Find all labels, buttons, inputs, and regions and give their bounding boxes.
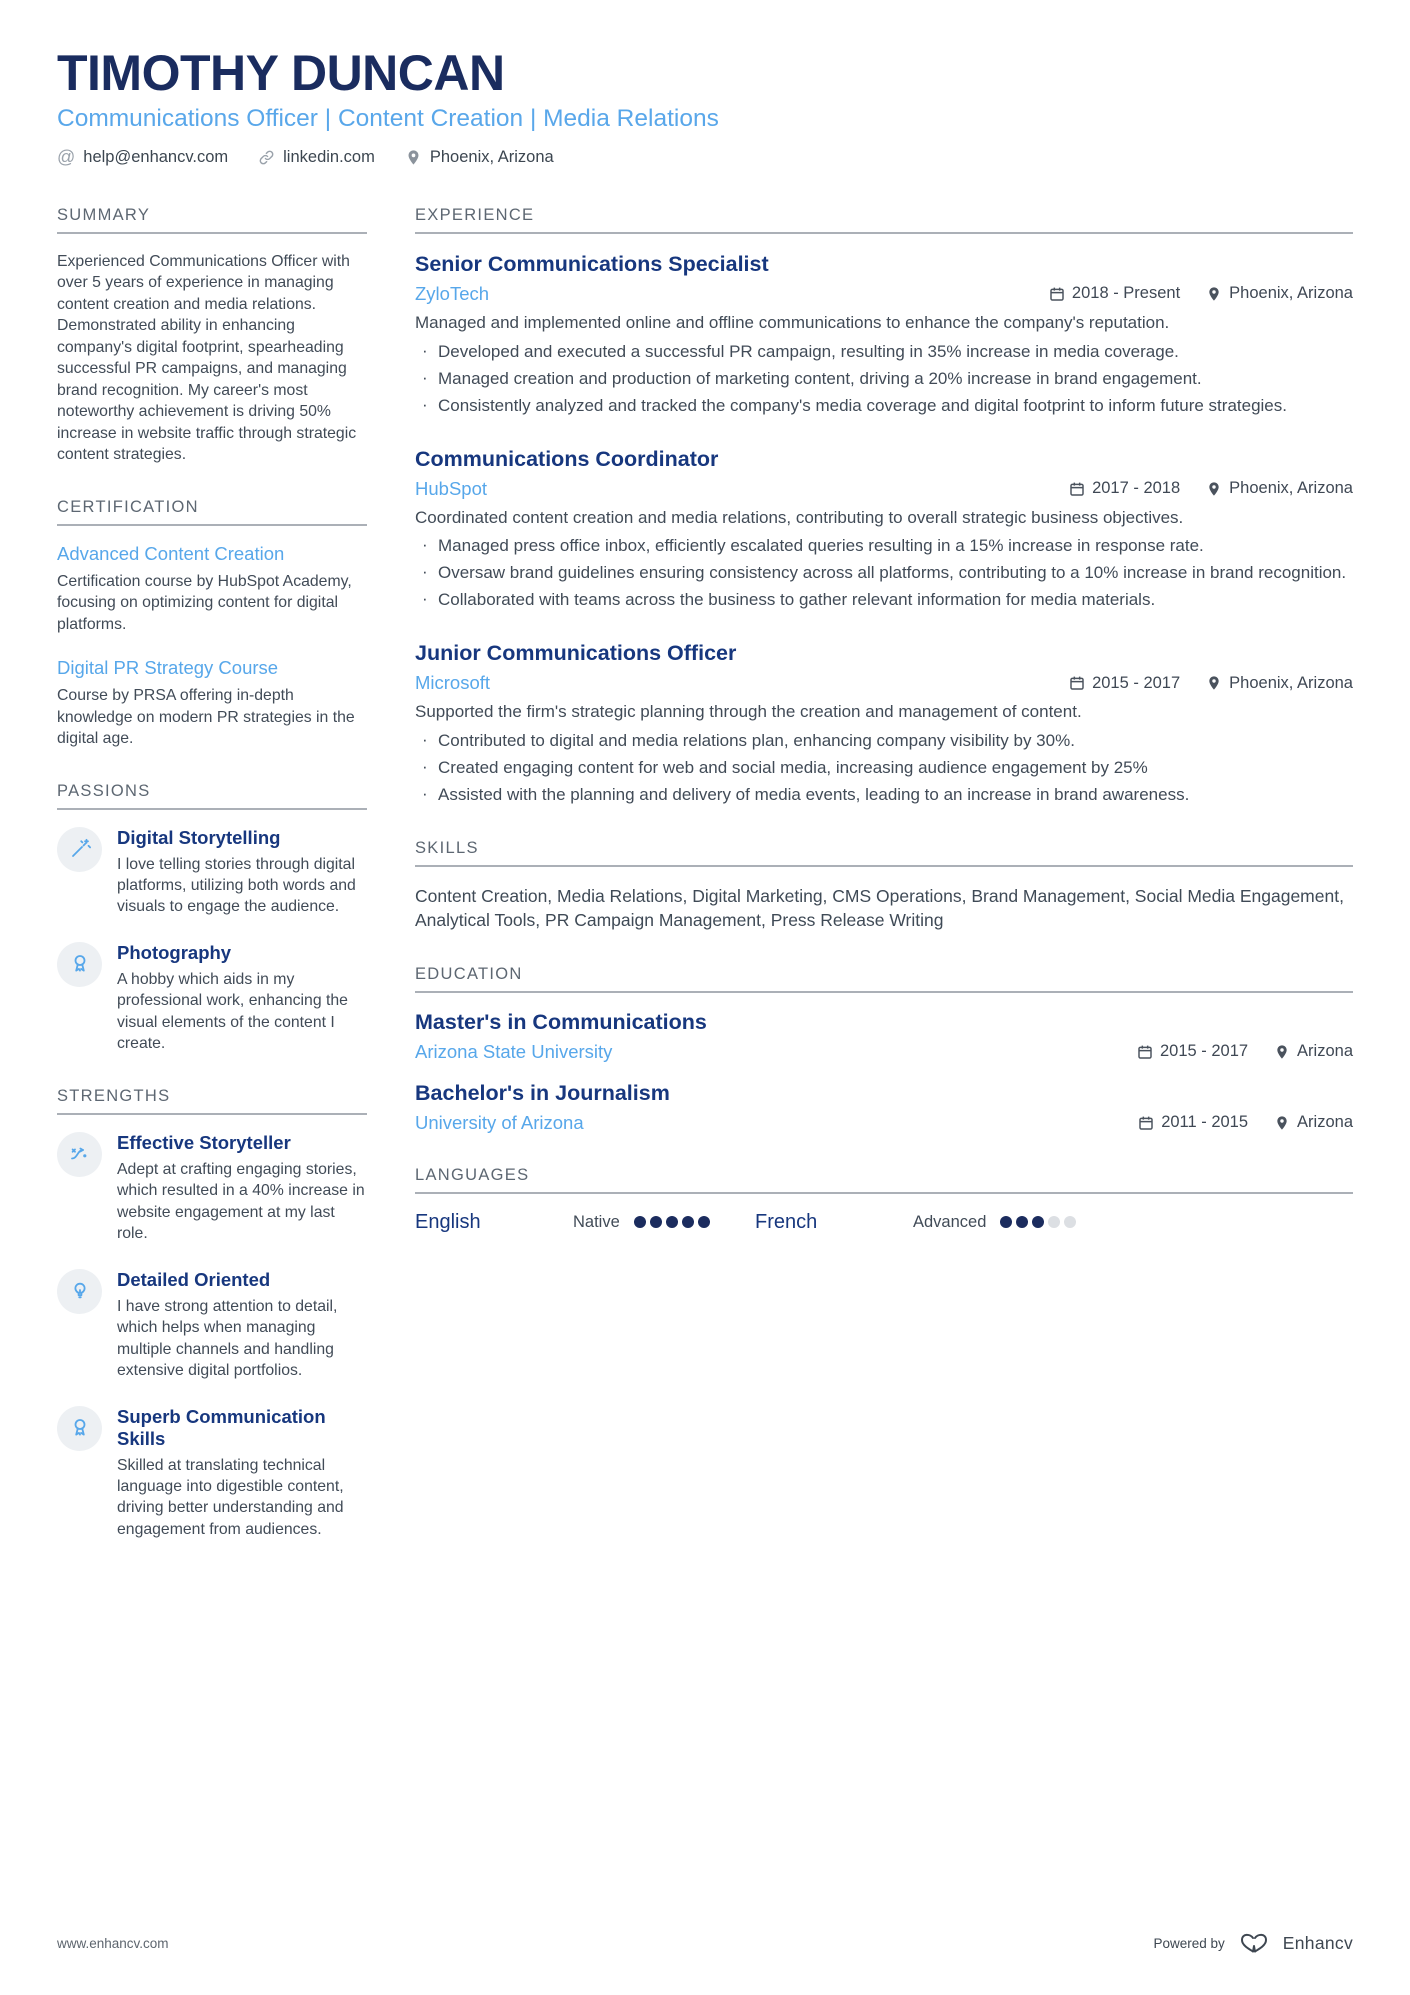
job-location-text: Phoenix, Arizona — [1229, 673, 1353, 692]
job-summary: Coordinated content creation and media relations, contributing to overall strategic business objectives. — [415, 507, 1184, 527]
certification-heading: CERTIFICATION — [57, 498, 367, 526]
experience-entry — [415, 251, 1353, 418]
languages-section — [415, 1166, 1353, 1234]
certification-title: Digital PR Strategy Course — [57, 657, 279, 679]
proficiency-dot — [1000, 1216, 1012, 1228]
skills-text: Content Creation, Media Relations, Digital Marketing, CMS Operations, Brand Management, Social Media Engagement, Analytical Tools, PR Campaign Management, Press Release Writing — [415, 885, 1344, 931]
strength-title: Effective Storyteller — [117, 1131, 291, 1153]
passion-desc: A hobby which aids in my professional work, enhancing the visual elements of the content I create. — [117, 970, 348, 1053]
job-date-text: 2015 - 2017 — [1092, 673, 1181, 692]
summary-heading: SUMMARY — [57, 206, 367, 234]
job-dates — [1069, 479, 1180, 498]
company-name: ZyloTech — [415, 282, 490, 304]
certification-item — [57, 543, 367, 635]
job-bullet: · Managed press office inbox, efficiently escalated queries resulting in a 15% increase in response rate. — [415, 535, 1353, 558]
education-section — [415, 965, 1353, 1134]
job-summary: Managed and implemented online and offline communications to enhance the company's reputation. — [415, 312, 1170, 332]
job-date-text: 2018 - Present — [1071, 284, 1181, 303]
experience-entry — [415, 640, 1353, 807]
job-date-text: 2017 - 2018 — [1092, 479, 1181, 497]
right-column — [415, 206, 1353, 1572]
education-location-text: Arizona — [1297, 1113, 1353, 1132]
job-dates — [1069, 674, 1180, 693]
magic-wand-icon — [68, 837, 92, 861]
strength-desc: Adept at crafting engaging stories, which resulted in a 40% increase in website engagement at my last role. — [117, 1160, 365, 1243]
location-pin-icon — [1274, 1044, 1290, 1060]
footer — [57, 1931, 1353, 1955]
calendar-icon — [1069, 481, 1085, 497]
language-name: English — [415, 1210, 481, 1233]
job-bullets — [415, 341, 1353, 418]
job-bullets — [415, 535, 1353, 612]
footer-site-link[interactable]: www.enhancv.com — [57, 1935, 169, 1951]
experience-entry — [415, 446, 1353, 613]
medal-icon — [68, 952, 92, 976]
left-column — [57, 206, 367, 1572]
certification-title: Advanced Content Creation — [57, 542, 285, 564]
job-bullet: · Consistently analyzed and tracked the company's media coverage and digital footprint to inform future strategies. — [415, 395, 1353, 418]
job-location — [1206, 479, 1353, 498]
contact-location — [405, 148, 554, 167]
route-arrow-icon — [68, 1142, 92, 1166]
strength-item — [57, 1132, 367, 1245]
passions-section — [57, 782, 367, 1055]
job-bullet: · Contributed to digital and media relations plan, enhancing company visibility by 30%. — [415, 730, 1353, 753]
proficiency-dot — [682, 1216, 694, 1228]
contact-linkedin[interactable] — [258, 148, 375, 167]
job-bullet: · Developed and executed a successful PR campaign, resulting in 35% increase in media coverage. — [415, 341, 1353, 364]
proficiency-dot — [1064, 1216, 1076, 1228]
school-name: Arizona State University — [415, 1040, 613, 1062]
proficiency-dot — [666, 1216, 678, 1228]
powered-by — [1154, 1931, 1354, 1955]
job-title: Communications Coordinator — [415, 446, 719, 471]
location-pin-icon — [1206, 481, 1222, 497]
strength-item — [57, 1269, 367, 1382]
certification-desc: Course by PRSA offering in-depth knowledge on modern PR strategies in the digital age. — [57, 687, 355, 748]
contact-email-text[interactable]: help@enhancv.com — [83, 148, 229, 166]
lightbulb-icon — [68, 1279, 92, 1303]
passion-desc: I love telling stories through digital platforms, utilizing both words and visuals to engage the audience. — [117, 855, 356, 916]
contact-location-text: Phoenix, Arizona — [429, 148, 554, 166]
job-dates — [1049, 284, 1180, 303]
enhancv-logo-icon — [1236, 1931, 1272, 1955]
education-entry — [415, 1010, 1353, 1063]
location-pin-icon — [1206, 286, 1222, 302]
strength-title: Superb Communication Skills — [117, 1405, 326, 1449]
languages-heading: LANGUAGES — [415, 1166, 1353, 1194]
company-name: Microsoft — [415, 672, 491, 694]
location-pin-icon — [1206, 675, 1222, 691]
strength-item — [57, 1406, 367, 1541]
school-name: University of Arizona — [415, 1111, 584, 1133]
passion-item — [57, 942, 367, 1055]
education-date-text: 2015 - 2017 — [1159, 1042, 1249, 1061]
summary-section — [57, 206, 367, 466]
degree-title: Master's in Communications — [415, 1009, 707, 1034]
job-location-text: Phoenix, Arizona — [1229, 284, 1353, 303]
education-date-text: 2011 - 2015 — [1161, 1113, 1249, 1132]
education-heading: EDUCATION — [415, 965, 1353, 993]
language-level: Advanced — [913, 1212, 987, 1231]
language-entry — [755, 1211, 1055, 1234]
proficiency-dots — [634, 1216, 710, 1228]
contact-email[interactable] — [57, 147, 228, 168]
medal-icon — [68, 1416, 92, 1440]
job-title: Junior Communications Officer — [415, 641, 737, 666]
job-bullet: · Oversaw brand guidelines ensuring consistency across all platforms, contributing to a 10% increase in brand recognition. — [415, 562, 1353, 585]
summary-text: Experienced Communications Officer with over 5 years of experience in managing content creation and media relations. Demonstrated ability in enhancing company's digital footprint, spearheading successful PR campaigns, and managing brand recognition. My career's most noteworthy achievement is driving 50% increase in website traffic through strategic content strategies. — [57, 253, 357, 464]
proficiency-dot — [1016, 1216, 1028, 1228]
passion-icon-circle — [57, 827, 102, 872]
proficiency-dot — [1048, 1216, 1060, 1228]
calendar-icon — [1069, 675, 1085, 691]
language-level: Native — [573, 1212, 620, 1231]
job-location — [1206, 284, 1353, 303]
job-bullet: · Collaborated with teams across the business to gather relevant information for media materials. — [415, 589, 1353, 612]
strength-title: Detailed Oriented — [117, 1268, 271, 1290]
job-bullets — [415, 730, 1353, 807]
education-entry — [415, 1081, 1353, 1134]
powered-by-label: Powered by — [1153, 1935, 1225, 1951]
company-name: HubSpot — [415, 477, 487, 499]
calendar-icon — [1049, 286, 1065, 302]
location-pin-icon — [1274, 1115, 1290, 1131]
certification-item — [57, 657, 367, 749]
job-summary: Supported the firm's strategic planning through the creation and management of content. — [415, 702, 1082, 722]
passions-heading: PASSIONS — [57, 782, 367, 810]
passion-title: Digital Storytelling — [117, 826, 281, 848]
strengths-heading: STRENGTHS — [57, 1087, 367, 1115]
brand-name[interactable]: Enhancv — [1282, 1932, 1353, 1953]
person-headline: Communications Officer | Content Creation | Media Relations — [57, 105, 719, 132]
strength-desc: I have strong attention to detail, which helps when managing multiple channels and handling extensive digital portfolios. — [117, 1297, 338, 1380]
experience-section — [415, 206, 1353, 807]
strength-icon-circle — [57, 1406, 102, 1451]
proficiency-dot — [634, 1216, 646, 1228]
education-location — [1274, 1042, 1353, 1061]
skills-section — [415, 839, 1353, 933]
job-bullet: · Managed creation and production of marketing content, driving a 20% increase in brand engagement. — [415, 368, 1353, 391]
education-dates — [1138, 1113, 1248, 1132]
person-name: TIMOTHY DUNCAN — [57, 45, 505, 101]
calendar-icon — [1137, 1044, 1153, 1060]
location-pin-icon — [405, 149, 422, 166]
proficiency-dot — [650, 1216, 662, 1228]
certification-desc: Certification course by HubSpot Academy, focusing on optimizing content for digital platforms. — [57, 572, 352, 633]
link-icon — [258, 149, 275, 166]
experience-heading: EXPERIENCE — [415, 206, 1353, 234]
strength-icon-circle — [57, 1132, 102, 1177]
language-name: French — [755, 1210, 818, 1233]
degree-title: Bachelor's in Journalism — [415, 1080, 670, 1105]
job-location-text: Phoenix, Arizona — [1229, 479, 1353, 497]
certification-section — [57, 498, 367, 750]
contact-row — [57, 147, 1353, 168]
at-icon: @ — [57, 147, 76, 167]
proficiency-dots — [1000, 1216, 1076, 1228]
job-bullet: · Created engaging content for web and social media, increasing audience engagement by 25% — [415, 757, 1353, 780]
contact-linkedin-text[interactable]: linkedin.com — [283, 148, 375, 166]
education-location-text: Arizona — [1297, 1042, 1353, 1061]
strength-desc: Skilled at translating technical language into digestible content, driving better understanding and engagement from audiences. — [117, 1456, 344, 1538]
education-location — [1274, 1113, 1353, 1132]
language-entry — [415, 1211, 715, 1234]
strength-icon-circle — [57, 1269, 102, 1314]
skills-heading: SKILLS — [415, 839, 1353, 867]
job-location — [1206, 674, 1353, 693]
proficiency-dot — [698, 1216, 710, 1228]
calendar-icon — [1138, 1115, 1154, 1131]
proficiency-dot — [1032, 1216, 1044, 1228]
passion-item — [57, 827, 367, 918]
strengths-section — [57, 1087, 367, 1541]
passion-icon-circle — [57, 942, 102, 987]
job-title: Senior Communications Specialist — [415, 252, 769, 276]
passion-title: Photography — [117, 941, 232, 963]
header — [57, 46, 1353, 168]
education-dates — [1137, 1042, 1248, 1061]
job-bullet: · Assisted with the planning and delivery of media events, leading to an increase in brand awareness. — [415, 784, 1353, 807]
